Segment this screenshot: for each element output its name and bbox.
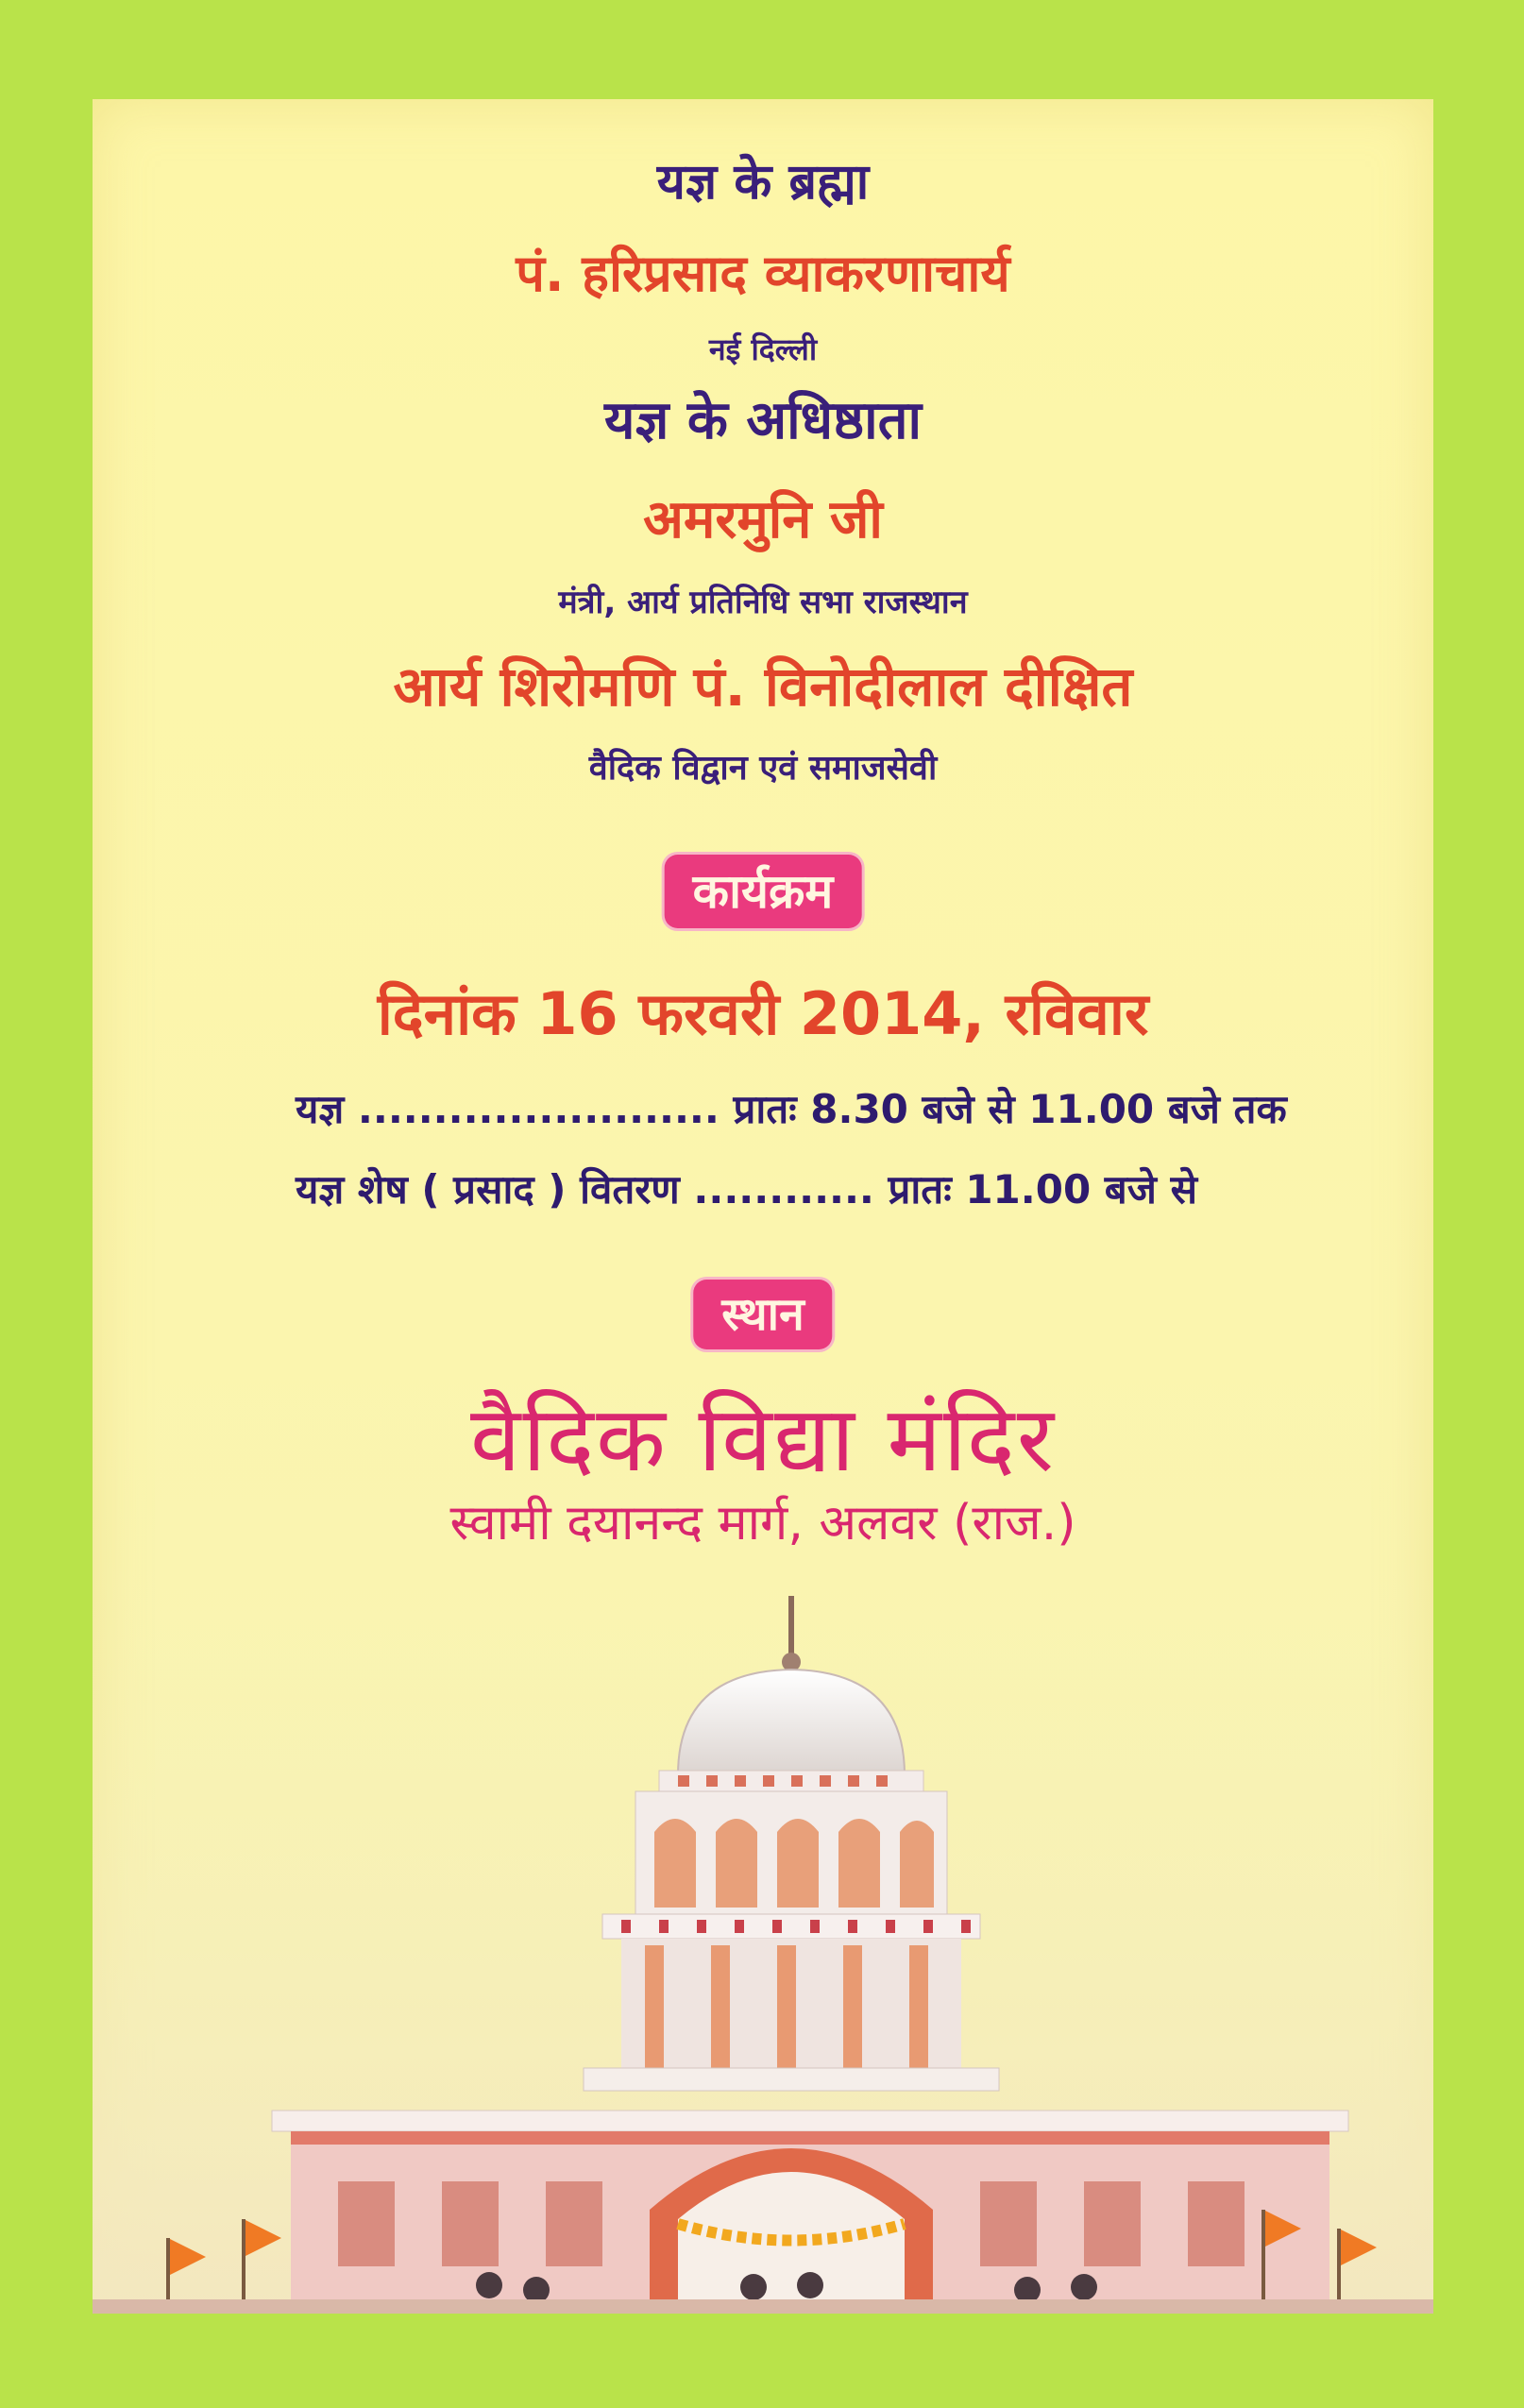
brahma-heading: यज्ञ के ब्रह्मा <box>656 154 870 211</box>
venue-label: स्थान <box>693 1280 832 1349</box>
venue-address: स्वामी दयानन्द मार्ग, अलवर (राज.) <box>449 1495 1076 1552</box>
programme-date: दिनांक 16 फरवरी 2014, रविवार <box>377 979 1149 1048</box>
brahma-place: नई दिल्ली <box>708 331 818 367</box>
schedule-row-prasad: यज्ञ शेष ( प्रसाद ) वितरण ............ प्रातः 11.00 बजे से <box>296 1166 1197 1212</box>
schedule-row-yajna: यज्ञ ........................ प्रातः 8.30 बजे से 11.00 बजे तक <box>296 1086 1287 1132</box>
adhishthata-heading: यज्ञ के अधिष्ठाता <box>603 390 923 451</box>
brahma-name: पं. हरिप्रसाद व्याकरणाचार्य <box>516 244 1010 303</box>
programme-label: कार्यक्रम <box>665 855 862 928</box>
adhishthata-name: अमरमुनि जी <box>643 489 883 551</box>
invitation-card <box>93 99 1433 2314</box>
adhishthata-designation: मंत्री, आर्य प्रतिनिधि सभा राजस्थान <box>558 584 968 621</box>
vedic-vidya-mandir-photo <box>93 1558 1433 2314</box>
dignitary-designation: वैदिक विद्वान एवं समाजसेवी <box>588 749 938 788</box>
venue-name: वैदिक विद्या मंदिर <box>469 1386 1057 1492</box>
dignitary-name: आर्य शिरोमणि पं. विनोदीलाल दीक्षित <box>393 654 1133 719</box>
